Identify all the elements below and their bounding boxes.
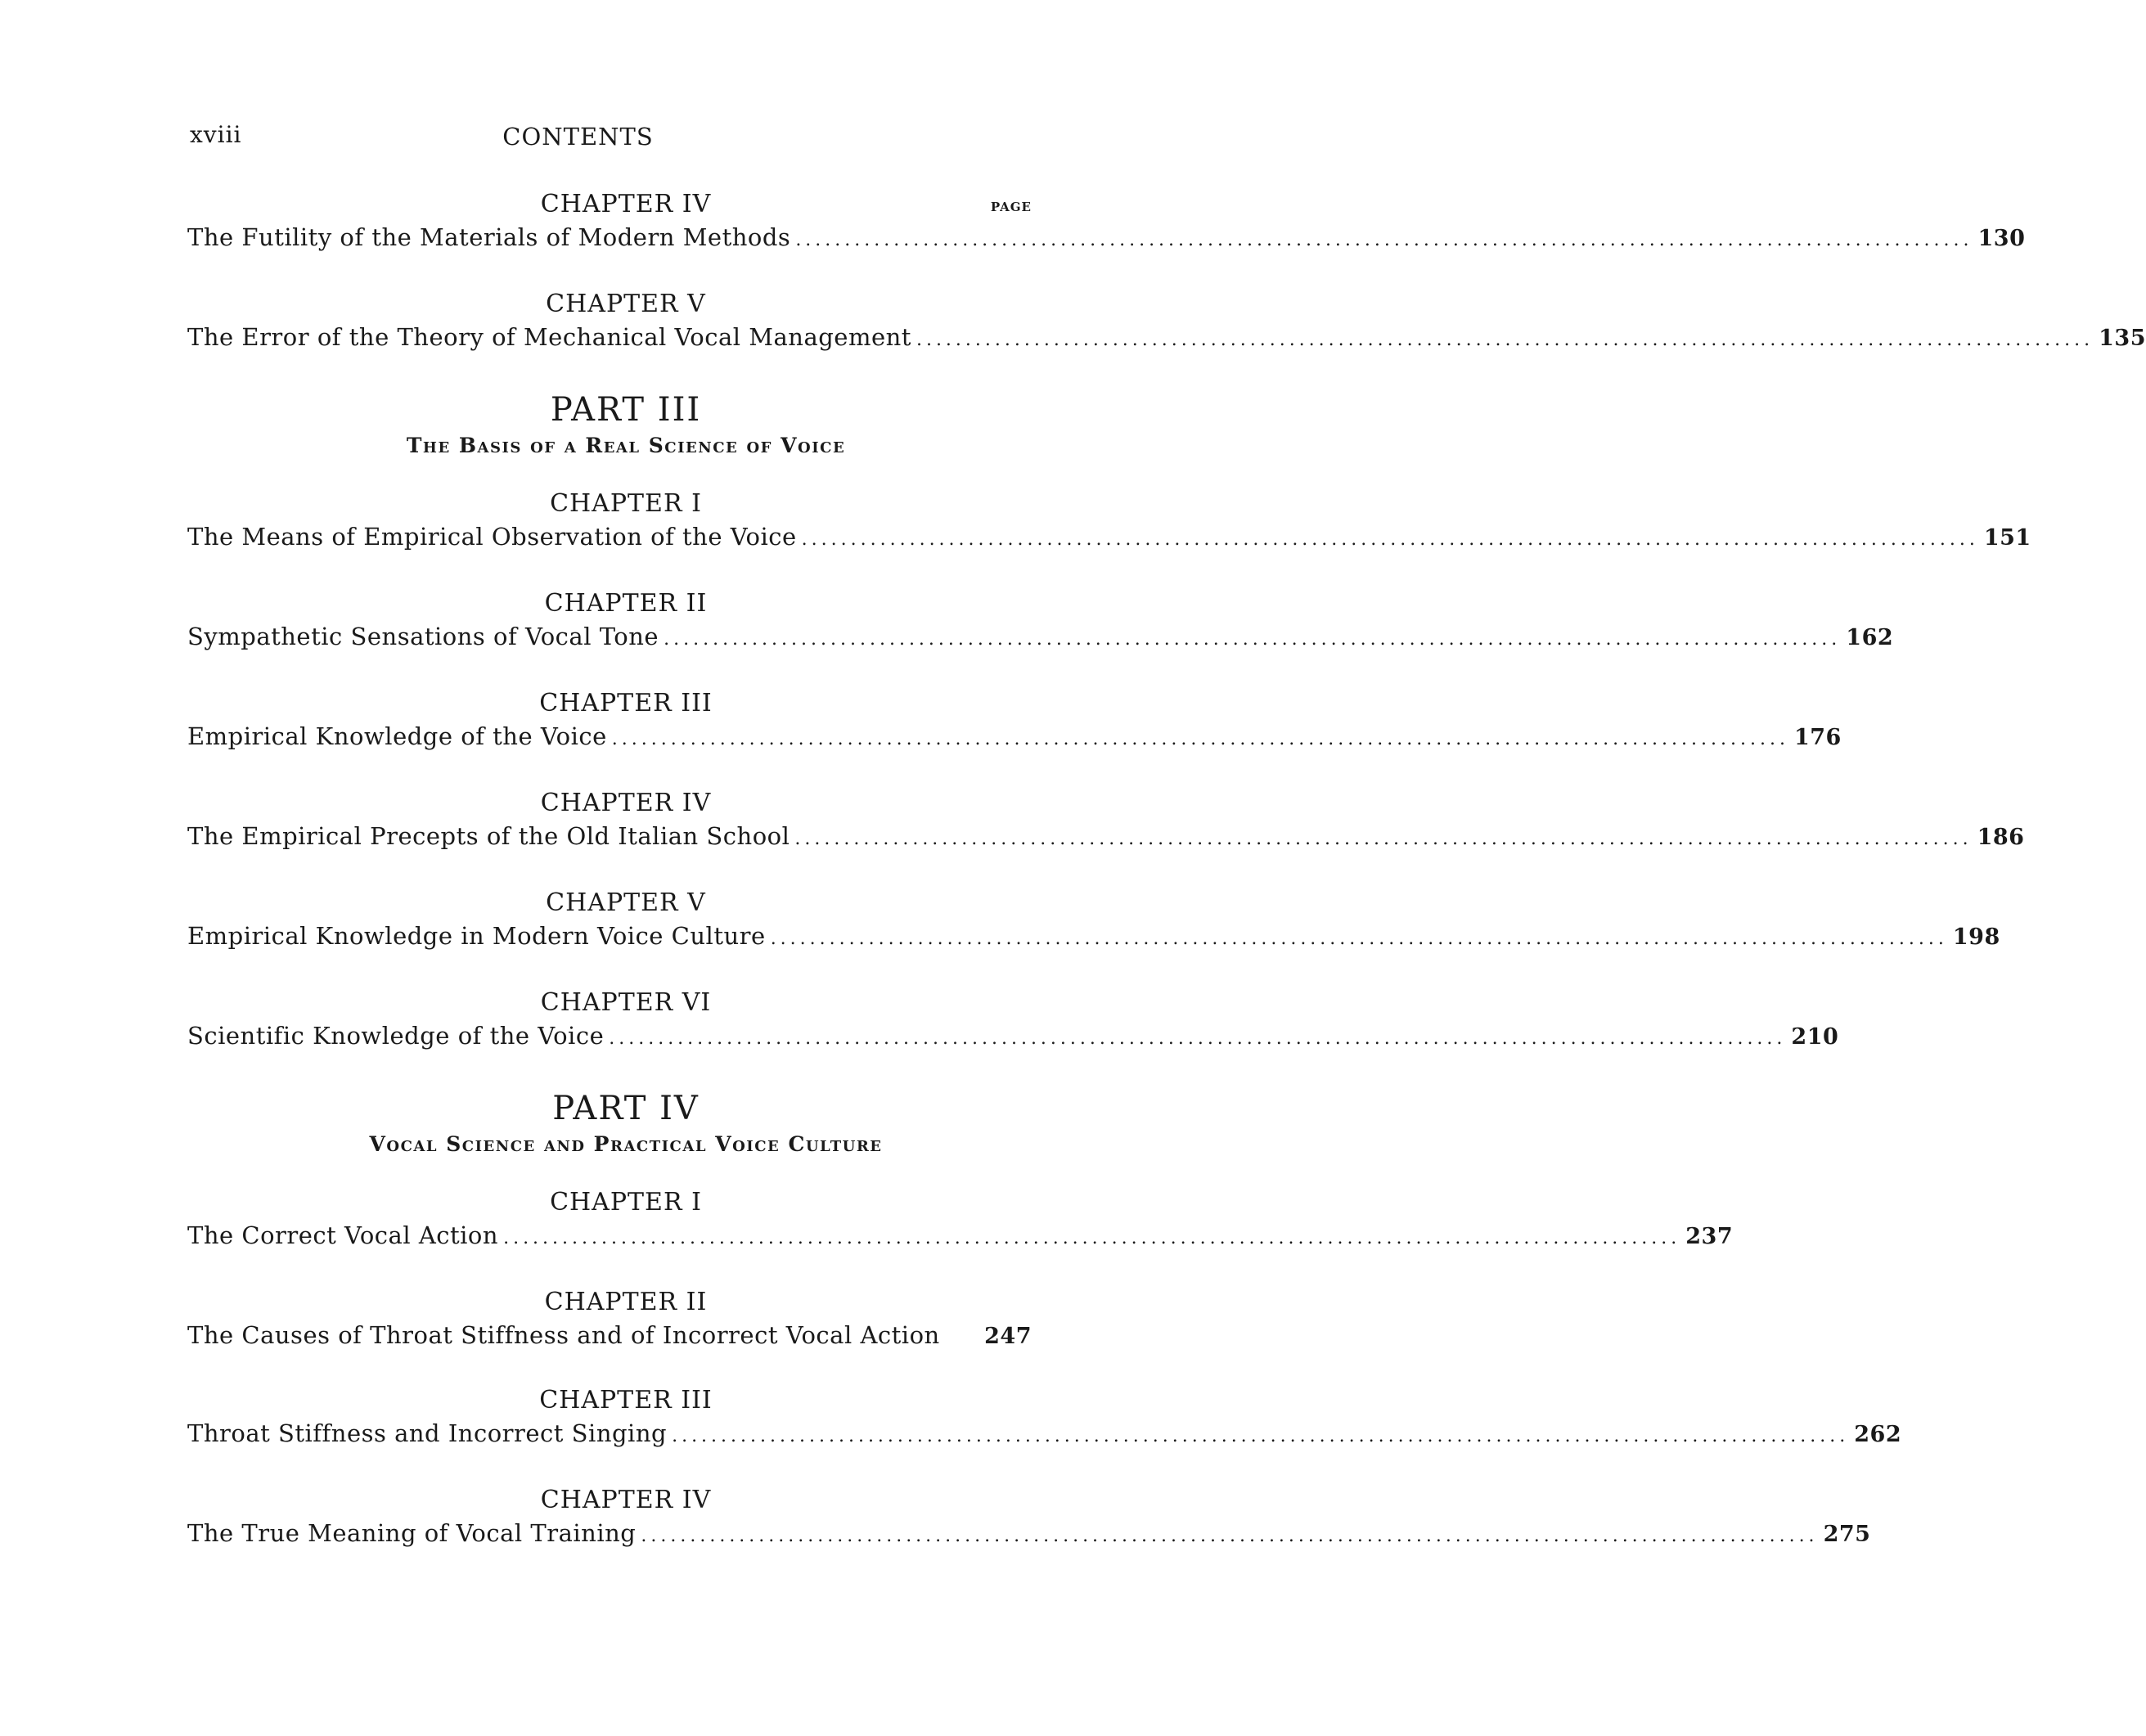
chapter-entry <box>187 587 1894 656</box>
toc-entry[interactable] <box>187 1219 1734 1255</box>
entry-title: Throat Stiffness and Incorrect Singing <box>187 1419 668 1447</box>
entry-title: Scientific Knowledge of the Voice <box>187 1022 605 1050</box>
entry-title: Empirical Knowledge in Modern Voice Culture <box>187 922 766 950</box>
page-column-label: PAGE <box>990 200 1032 214</box>
entry-title: The Empirical Precepts of the Old Italian School <box>187 822 790 850</box>
entry-page-number: 186 <box>1977 825 2025 850</box>
toc-entry[interactable] <box>187 920 2000 956</box>
chapter-entry <box>187 188 2026 257</box>
dot-leader: ........................................................................................................................ <box>770 929 1948 949</box>
toc-entry[interactable] <box>187 820 2025 856</box>
entry-title: The Error of the Theory of Mechanical Vocal Management <box>187 323 911 351</box>
chapter-entry <box>187 1286 1032 1353</box>
chapter-heading: CHAPTER V <box>546 290 706 318</box>
entry-page-number: 135 <box>2099 326 2146 351</box>
toc-entry[interactable] <box>187 520 2031 556</box>
dot-leader: ........................................................................................................................ <box>664 629 1842 650</box>
entry-page-number: 198 <box>1952 924 2000 950</box>
entry-title: The Means of Empirical Observation of the Voice <box>187 523 797 551</box>
dot-leader: ........................................................................................................................ <box>801 529 1979 550</box>
entry-title: Sympathetic Sensations of Vocal Tone <box>187 623 659 650</box>
entry-page-number: 262 <box>1854 1422 1902 1447</box>
dot-leader: ........................................................................................................................ <box>609 1028 1787 1049</box>
part-header <box>187 1086 1032 1158</box>
entry-title: The Futility of the Materials of Modern Methods <box>187 223 791 251</box>
entry-title: Empirical Knowledge of the Voice <box>187 722 607 750</box>
chapter-heading: CHAPTER I <box>550 1188 702 1217</box>
part-subtitle: Vocal Science and Practical Voice Culture <box>369 1132 883 1156</box>
chapter-heading: CHAPTER IV <box>540 1486 712 1514</box>
chapter-heading: CHAPTER III <box>539 689 713 717</box>
chapter-entry <box>187 787 2025 856</box>
section-part-iv <box>187 1086 1902 1553</box>
dot-leader: ........................................................................................................................ <box>794 829 1973 849</box>
dot-leader: ........................................................................................................................ <box>672 1426 1850 1446</box>
chapter-heading: CHAPTER I <box>550 489 702 518</box>
chapter-entry <box>187 687 1842 756</box>
entry-title: The Causes of Throat Stiffness and of Incorrect Vocal Action <box>187 1321 940 1349</box>
running-head: CONTENTS <box>502 123 654 151</box>
chapter-heading: CHAPTER IV <box>540 190 712 218</box>
toc-entry[interactable] <box>187 221 2026 257</box>
section-part-ii-continued <box>187 188 2146 357</box>
section-part-iii <box>187 388 2031 1055</box>
chapter-entry <box>187 887 2000 956</box>
chapter-entry <box>187 488 2031 556</box>
part-title: PART IV <box>552 1090 700 1127</box>
entry-page-number: 210 <box>1791 1024 1839 1050</box>
part-header <box>187 388 1032 460</box>
entry-page-number: 130 <box>1977 226 2026 251</box>
chapter-entry <box>187 1384 1902 1453</box>
chapter-entry <box>187 1484 1871 1553</box>
toc-entry[interactable] <box>187 620 1894 656</box>
entry-page-number: 151 <box>1983 525 2031 551</box>
chapter-entry <box>187 288 2146 357</box>
chapter-heading: CHAPTER VI <box>540 988 712 1017</box>
toc-entry[interactable] <box>187 1319 1032 1353</box>
entry-page-number: 162 <box>1846 625 1894 650</box>
entry-page-number: 247 <box>984 1324 1032 1349</box>
dot-leader: ........................................................................................................................ <box>503 1228 1681 1248</box>
entry-title: The Correct Vocal Action <box>187 1221 499 1249</box>
contents-list <box>187 188 2146 1584</box>
toc-entry[interactable] <box>187 321 2146 357</box>
toc-entry[interactable] <box>187 1019 1839 1055</box>
toc-entry[interactable] <box>187 720 1842 756</box>
part-title: PART III <box>550 391 702 429</box>
chapter-heading: CHAPTER III <box>539 1386 713 1414</box>
chapter-heading: CHAPTER V <box>546 888 706 917</box>
entry-page-number: 237 <box>1685 1224 1734 1249</box>
chapter-entry <box>187 1186 1734 1255</box>
folio-page-number: xviii <box>190 121 242 148</box>
toc-entry[interactable] <box>187 1417 1902 1453</box>
chapter-heading: CHAPTER II <box>544 589 708 618</box>
dot-leader: ........................................................................................................................ <box>611 729 1789 749</box>
chapter-heading: CHAPTER II <box>544 1288 708 1316</box>
dot-leader: ........................................................................................................................ <box>641 1526 1819 1546</box>
chapter-entry <box>187 987 1839 1055</box>
entry-page-number: 275 <box>1823 1522 1871 1547</box>
dot-leader: ........................................................................................................................ <box>916 330 2094 350</box>
toc-entry[interactable] <box>187 1517 1871 1553</box>
entry-page-number: 176 <box>1793 725 1842 750</box>
dot-leader: ........................................................................................................................ <box>795 230 1973 250</box>
part-subtitle: The Basis of a Real Science of Voice <box>406 434 846 457</box>
chapter-heading: CHAPTER IV <box>540 789 712 817</box>
entry-title: The True Meaning of Vocal Training <box>187 1519 637 1547</box>
